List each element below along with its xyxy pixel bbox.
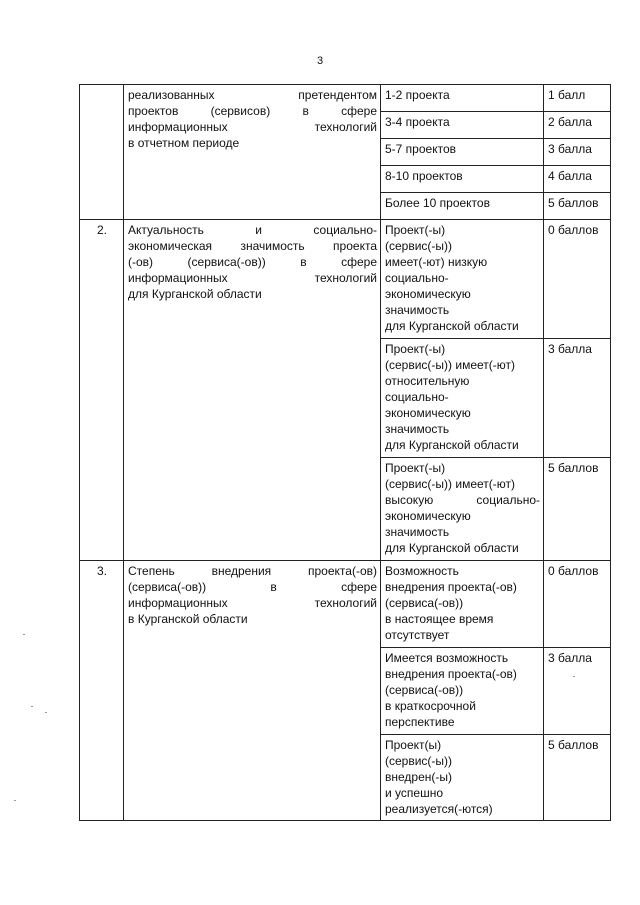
criterion-title: Актуальность и социально- экономическая значимость проекта (-ов) (сервиса(-ов)) в сфере информационных технологий для Курганской области <box>124 220 381 561</box>
criterion-title: реализованных претендентом проектов (сервисов) в сфере информационных технологий в отчетном периоде <box>124 85 381 220</box>
condition-cell: Возможность внедрения проекта(-ов) (сервиса(-ов)) в настоящее время отсутствует <box>381 561 544 648</box>
scan-speck <box>14 800 16 801</box>
score-cell: 2 балла <box>544 112 611 139</box>
score-cell: 3 балла <box>544 648 611 735</box>
condition-cell: Проект(-ы) (сервис(-ы)) имеет(-ют) относительную социально- экономическую значимость для Курганской области <box>381 339 544 458</box>
condition-cell: Проект(-ы) (сервис(-ы)) имеет(-ют) низкую социально- экономическую значимость для Курганской области <box>381 220 544 339</box>
condition-cell: Проект(-ы) (сервис(-ы)) имеет(-ют) высокую социально- экономическую значимость для Курганской области <box>381 458 544 561</box>
scan-speck <box>45 712 47 713</box>
page-number: 3 <box>316 55 324 67</box>
table-row <box>80 85 611 112</box>
condition-cell: 5-7 проектов <box>381 139 544 166</box>
score-cell: 3 балла <box>544 139 611 166</box>
criterion-title: Степень внедрения проекта(-ов) (сервиса(-ов)) в сфере информационных технологий в Курганской области <box>124 561 381 821</box>
score-cell: 4 балла <box>544 166 611 193</box>
score-cell: 0 баллов <box>544 561 611 648</box>
table-row <box>80 561 611 648</box>
scan-speck <box>23 634 25 635</box>
table-row <box>80 220 611 339</box>
scan-speck <box>573 676 575 677</box>
condition-cell: Проект(ы) (сервис(-ы)) внедрен(-ы) и успешно реализуется(-ются) <box>381 735 544 821</box>
criteria-table <box>79 84 611 821</box>
condition-cell: 3-4 проекта <box>381 112 544 139</box>
score-cell: 1 балл <box>544 85 611 112</box>
score-cell: 5 баллов <box>544 193 611 220</box>
condition-cell: 1-2 проекта <box>381 85 544 112</box>
score-cell: 5 баллов <box>544 458 611 561</box>
scan-speck <box>31 706 33 707</box>
score-cell: 0 баллов <box>544 220 611 339</box>
condition-cell: Имеется возможность внедрения проекта(-ов) (сервиса(-ов)) в краткосрочной перспективе <box>381 648 544 735</box>
criterion-number: 2. <box>80 220 124 561</box>
condition-cell: 8-10 проектов <box>381 166 544 193</box>
score-cell: 3 балла <box>544 339 611 458</box>
criterion-number <box>80 85 124 220</box>
criterion-number: 3. <box>80 561 124 821</box>
score-cell: 5 баллов <box>544 735 611 821</box>
condition-cell: Более 10 проектов <box>381 193 544 220</box>
